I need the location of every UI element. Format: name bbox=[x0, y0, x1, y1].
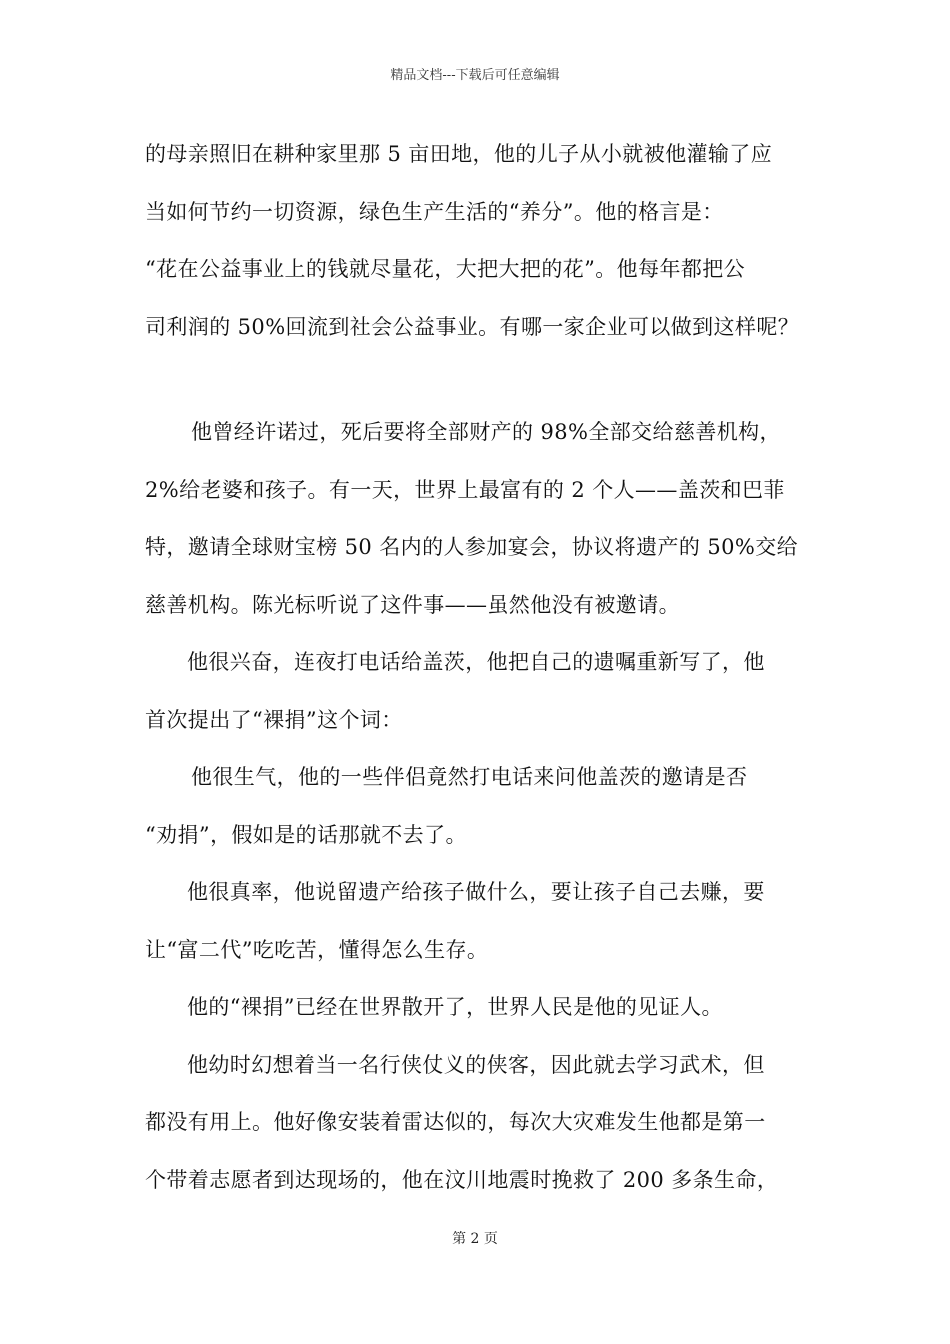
text-line: 他很真率，他说留遗产给孩子做什么，要让孩子自己去赚，要 bbox=[187, 880, 765, 904]
paragraph bbox=[145, 1037, 825, 1210]
text-line: 的母亲照旧在耕种家里那 5 亩田地，他的儿子从小就被他灌输了应 bbox=[145, 142, 773, 166]
text-line: 司利润的 50%回流到社会公益事业。有哪一家企业可以做到这样呢？ bbox=[145, 314, 800, 339]
text-line: 他幼时幻想着当一名行侠仗义的侠客，因此就去学习武术，但 bbox=[187, 1052, 765, 1077]
text-line: 慈善机构。陈光标听说了这件事——虽然他没有被邀请。 bbox=[145, 592, 680, 617]
text-line: 他很兴奋，连夜打电话给盖茨，他把自己的遗嘱重新写了，他 bbox=[187, 650, 765, 674]
page-number: 第 2 页 bbox=[452, 1231, 498, 1247]
text-line: “花在公益事业上的钱就尽量花，大把大把的花”。他每年都把公 bbox=[145, 257, 746, 281]
paragraph bbox=[145, 126, 825, 356]
text-line: 特，邀请全球财宝榜 50 名内的人参加宴会，协议将遗产的 50%交给 bbox=[145, 535, 799, 559]
paragraph bbox=[145, 634, 825, 749]
text-line: 他的“裸捐”已经在世界散开了，世界人民是他的见证人。 bbox=[187, 995, 723, 1019]
text-line: 个带着志愿者到达现场的，他在汶川地震时挽救了 200 多条生命， bbox=[145, 1167, 779, 1192]
page-header: 精品文档---下载后可任意编辑 bbox=[390, 68, 560, 83]
text-line: 都没有用上。他好像安装着雷达似的，每次大灾难发生他都是第一 bbox=[145, 1110, 766, 1134]
text-line: 让“富二代”吃吃苦，懂得怎么生存。 bbox=[145, 937, 489, 962]
paragraph-gap bbox=[145, 356, 825, 404]
text-line: 他很生气，他的一些伴侣竟然打电话来问他盖茨的邀请是否 bbox=[191, 765, 748, 789]
paragraph bbox=[145, 749, 825, 864]
text-line: 2%给老婆和孩子。有一天，世界上最富有的 2 个人——盖茨和巴菲 bbox=[145, 477, 785, 502]
document-body bbox=[145, 126, 825, 1209]
text-line: 当如何节约一切资源，绿色生产生活的“养分”。他的格言是： bbox=[145, 199, 724, 224]
paragraph bbox=[145, 864, 825, 979]
paragraph bbox=[145, 404, 825, 634]
text-line: “劝捐”，假如是的话那就不去了。 bbox=[145, 822, 467, 847]
text-line: 首次提出了“裸捐”这个词： bbox=[145, 707, 403, 732]
text-line: 他曾经许诺过，死后要将全部财产的 98%全部交给慈善机构， bbox=[191, 420, 781, 444]
paragraph bbox=[145, 979, 825, 1037]
